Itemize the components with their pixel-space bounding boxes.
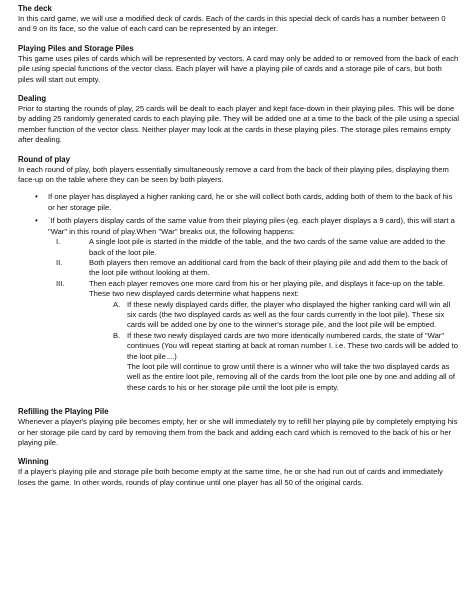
alpha-item xyxy=(113,330,459,362)
roman-text: A single loot pile is started in the middle of the table, and the two cards of the same value are added to the back of the loot pile. xyxy=(89,237,446,257)
paragraph-refill: Whenever a player's playing pile becomes empty, her or she will immediately try to refill her playing pile by completely emptying his or her storage pile card by card by removing them from the back and adding each card which is removed to the back of his or her playing pile. xyxy=(18,417,458,447)
paragraph-piles: This game uses piles of cards which will be represented by vectors. A card may only be added to or removed from the back of each pile using special functions of the vector class. Each player will have a playing pile of cards and a storage pile of cars, but both piles will start out empty. xyxy=(18,53,459,84)
round-bullet-list xyxy=(18,192,459,393)
section-winning xyxy=(18,457,459,488)
alpha-text: If these newly displayed cards differ, the player who displayed the higher ranking card will win all six cards (the two displayed cards as well as the four cards currently in the loot pile). These six cards will be added one by one to the winner's storage pile, and the loot pile will be emptied. xyxy=(127,299,451,330)
heading-round: Round of play xyxy=(18,154,70,164)
bullet-text: `If both players display cards of the same value from their playing piles (eg. each player displays a 9 card), this will start a "War" in this round of play.When "War" breaks out, the following happens: xyxy=(48,216,455,236)
alpha-text: If these two newly displayed cards are two more identically numbered cards, the state of "War" continues (You will repeat starting at back at roman number I. i.e. These two cards will be added to the loot pile....) xyxy=(127,330,458,361)
roman-text: Then each player removes one more card from his or her playing pile, and displays it face-up on the table. These two new displayed cards determine what happens next: xyxy=(89,278,445,299)
roman-item xyxy=(56,257,459,279)
paragraph-winning: If a player's playing pile and storage pile both become empty at the same time, he or she had run out of cards and immediately loses the game. In other words, rounds of play continue until one player has all 50 of the original cards. xyxy=(18,467,443,487)
section-deck xyxy=(18,4,459,35)
roman-text: Both players then remove an additional card from the back of their playing pile and add them to the back of the loot pile without looking at them. xyxy=(89,257,448,278)
section-dealing xyxy=(18,94,459,146)
paragraph-deck: In this card game, we will use a modified deck of cards. Each of the cards in this special deck of cards has a number between 0 and 9 on its face, so the value of each card can be represented by an integer. xyxy=(18,14,446,34)
alpha-letter: B. xyxy=(113,330,121,340)
bullet-item xyxy=(48,192,459,213)
alpha-letter: A. xyxy=(113,299,121,309)
section-refill xyxy=(18,407,459,448)
roman-item xyxy=(56,237,459,258)
heading-winning: Winning xyxy=(18,457,49,467)
roman-item xyxy=(56,278,459,393)
heading-dealing: Dealing xyxy=(18,94,47,104)
roman-numeral: II. xyxy=(56,257,63,267)
alpha-continuation: The loot pile will continue to grow until there is a winner who will take the two displayed cards as well as the entire loot pile, removing all of the cards from the loot pile one by one and adding all of these cards to his or her storage pile until the loot pile is empty. xyxy=(127,361,455,392)
roman-numeral: I. xyxy=(56,237,61,247)
heading-refill: Refilling the Playing Pile xyxy=(18,407,109,417)
roman-numeral: III. xyxy=(56,278,65,288)
section-round xyxy=(18,155,459,394)
alpha-item xyxy=(113,299,459,331)
roman-list xyxy=(48,237,459,393)
section-piles xyxy=(18,44,459,85)
alpha-list xyxy=(89,300,459,362)
heading-deck: The deck xyxy=(18,4,52,13)
heading-piles: Playing Piles and Storage Piles xyxy=(18,43,134,53)
paragraph-dealing: Prior to starting the rounds of play, 25 cards will be dealt to each player and kept face-down in their playing piles. This will be done by adding 25 randomly generated cards to each playing pile. They will be added one at a time to the back of the pile using a special member function of the vector class. Neither player may look at the cards in these playing piles. The storage piles remains empty after dealing. xyxy=(18,104,460,145)
paragraph-round: In each round of play, both players essentially simultaneously remove a card from the back of their playing piles, displaying them face-up on the table where they can be seen by both players. xyxy=(18,164,449,185)
bullet-item xyxy=(48,216,459,393)
bullet-text: If one player has displayed a higher ranking card, he or she will collect both cards, adding both of them to the back of his or her storage pile. xyxy=(48,192,453,212)
